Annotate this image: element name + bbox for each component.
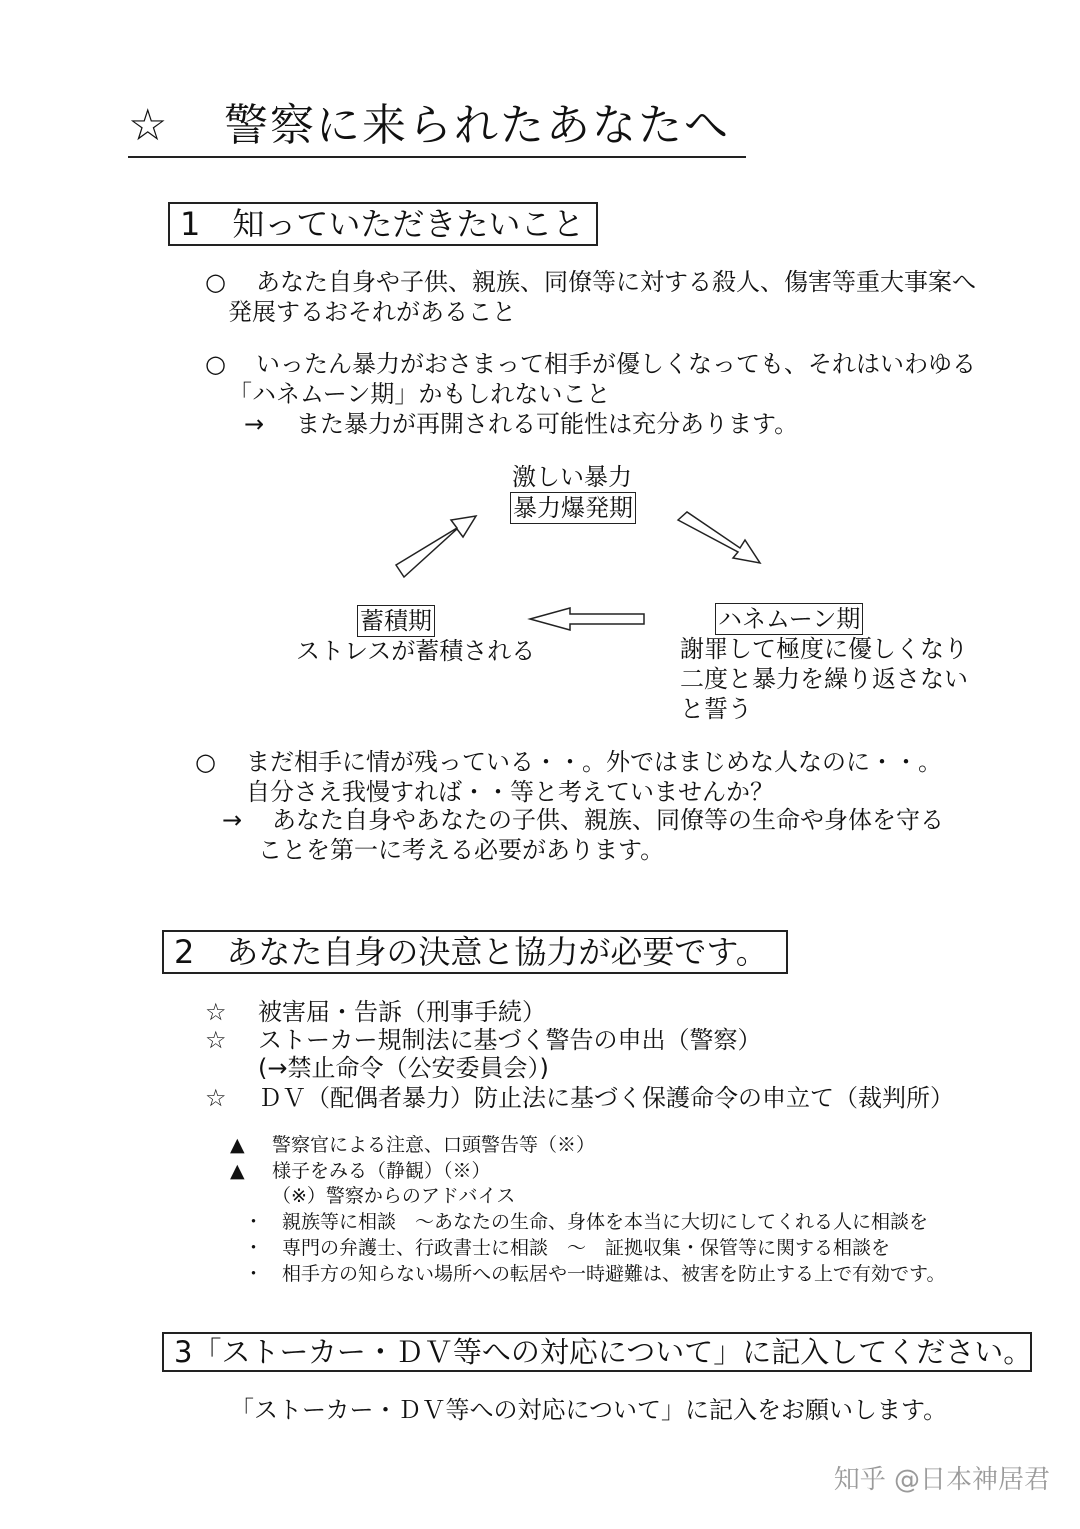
- s2-item1: 被害届・告訴（刑事手続）: [258, 998, 546, 1026]
- s1-item2-line1: いったん暴力がおさまって相手が優しくなっても、それはいわゆる: [256, 350, 976, 378]
- triangle-icon: ▲: [230, 1134, 245, 1156]
- s1-item1-line2: 発展するおそれがあること: [228, 298, 516, 326]
- page-title-text: 警察に来られたあなたへ: [224, 100, 730, 151]
- bullet-circle: ○: [205, 268, 226, 296]
- s1-item1-line1: あなた自身や子供、親族、同僚等に対する殺人、傷害等重大事案へ: [256, 268, 976, 296]
- arrow-left-icon: [530, 608, 644, 630]
- s2-item3: (→禁止命令（公安委員会）): [258, 1054, 549, 1082]
- buildup-phase-box: 蓄積期: [357, 605, 435, 637]
- section1-heading: 1 知っていただきたいこと: [168, 202, 598, 246]
- bullet-circle: ○: [195, 748, 216, 776]
- dot-bullet: ・: [244, 1237, 264, 1259]
- honeymoon-phase-box: ハネムーン期: [715, 603, 863, 635]
- triangle-icon: ▲: [230, 1160, 245, 1182]
- star-icon: ☆: [128, 100, 170, 151]
- buildup-text: ストレスが蓄積される: [296, 637, 536, 665]
- s1-item3-line3: あなた自身やあなたの子供、親族、同僚等の生命や身体を守る: [272, 806, 944, 834]
- advice-item2: 専門の弁護士、行政書士に相談 〜 証拠収集・保管等に関する相談を: [282, 1237, 891, 1259]
- s1-item3-line4: ことを第一に考える必要があります。: [258, 836, 665, 864]
- dot-bullet: ・: [244, 1211, 264, 1233]
- arrow-down-right-icon: [678, 512, 760, 563]
- s2-note1: 警察官による注意、口頭警告等（※）: [272, 1134, 596, 1156]
- s1-item3-line1: まだ相手に情が残っている・・。外ではまじめな人なのに・・。: [246, 748, 942, 776]
- star-icon: ☆: [205, 998, 227, 1026]
- s2-item4: ＤＶ（配偶者暴力）防止法に基づく保護命令の申立て（裁判所）: [258, 1084, 954, 1112]
- arrow-right-icon: →: [244, 410, 265, 438]
- arrow-up-right-icon: [396, 516, 476, 577]
- bullet-circle: ○: [205, 350, 226, 378]
- advice-title: （※）警察からのアドバイス: [272, 1185, 516, 1207]
- advice-item3: 相手方の知らない場所への転居や一時避難は、被害を防止する上で有効です。: [282, 1263, 946, 1285]
- section3-heading: 3「ストーカー・ＤＶ等への対応について」に記入してください。: [162, 1332, 1032, 1372]
- s1-item3-line2: 自分さえ我慢すれば・・等と考えていませんか？: [246, 778, 774, 806]
- section2-heading: 2 あなた自身の決意と協力が必要です。: [162, 930, 788, 974]
- violence-label: 激しい暴力: [512, 463, 632, 491]
- watermark: 知乎 @日本神居君: [833, 1465, 1050, 1495]
- arrow-right-icon: →: [222, 806, 243, 834]
- honeymoon-line3: と誓う: [680, 695, 752, 723]
- star-icon: ☆: [205, 1026, 227, 1054]
- s2-item2: ストーカー規制法に基づく警告の申出（警察）: [258, 1026, 762, 1054]
- honeymoon-line2: 二度と暴力を繰り返さない: [680, 665, 968, 693]
- s1-item2-line3: また暴力が再開される可能性は充分あります。: [296, 410, 799, 438]
- honeymoon-line1: 謝罪して極度に優しくなり: [680, 635, 968, 663]
- advice-item1: 親族等に相談 〜あなたの生命、身体を本当に大切にしてくれる人に相談を: [282, 1211, 929, 1233]
- s1-item2-line2: 「ハネムーン期」かもしれないこと: [228, 380, 611, 408]
- section3-text: 「ストーカー・ＤＶ等への対応について」に記入をお願いします。: [230, 1396, 948, 1424]
- violence-phase-box: 暴力爆発期: [510, 492, 636, 524]
- dot-bullet: ・: [244, 1263, 264, 1285]
- star-icon: ☆: [205, 1084, 227, 1112]
- s2-note2: 様子をみる（静観）（※）: [272, 1160, 491, 1182]
